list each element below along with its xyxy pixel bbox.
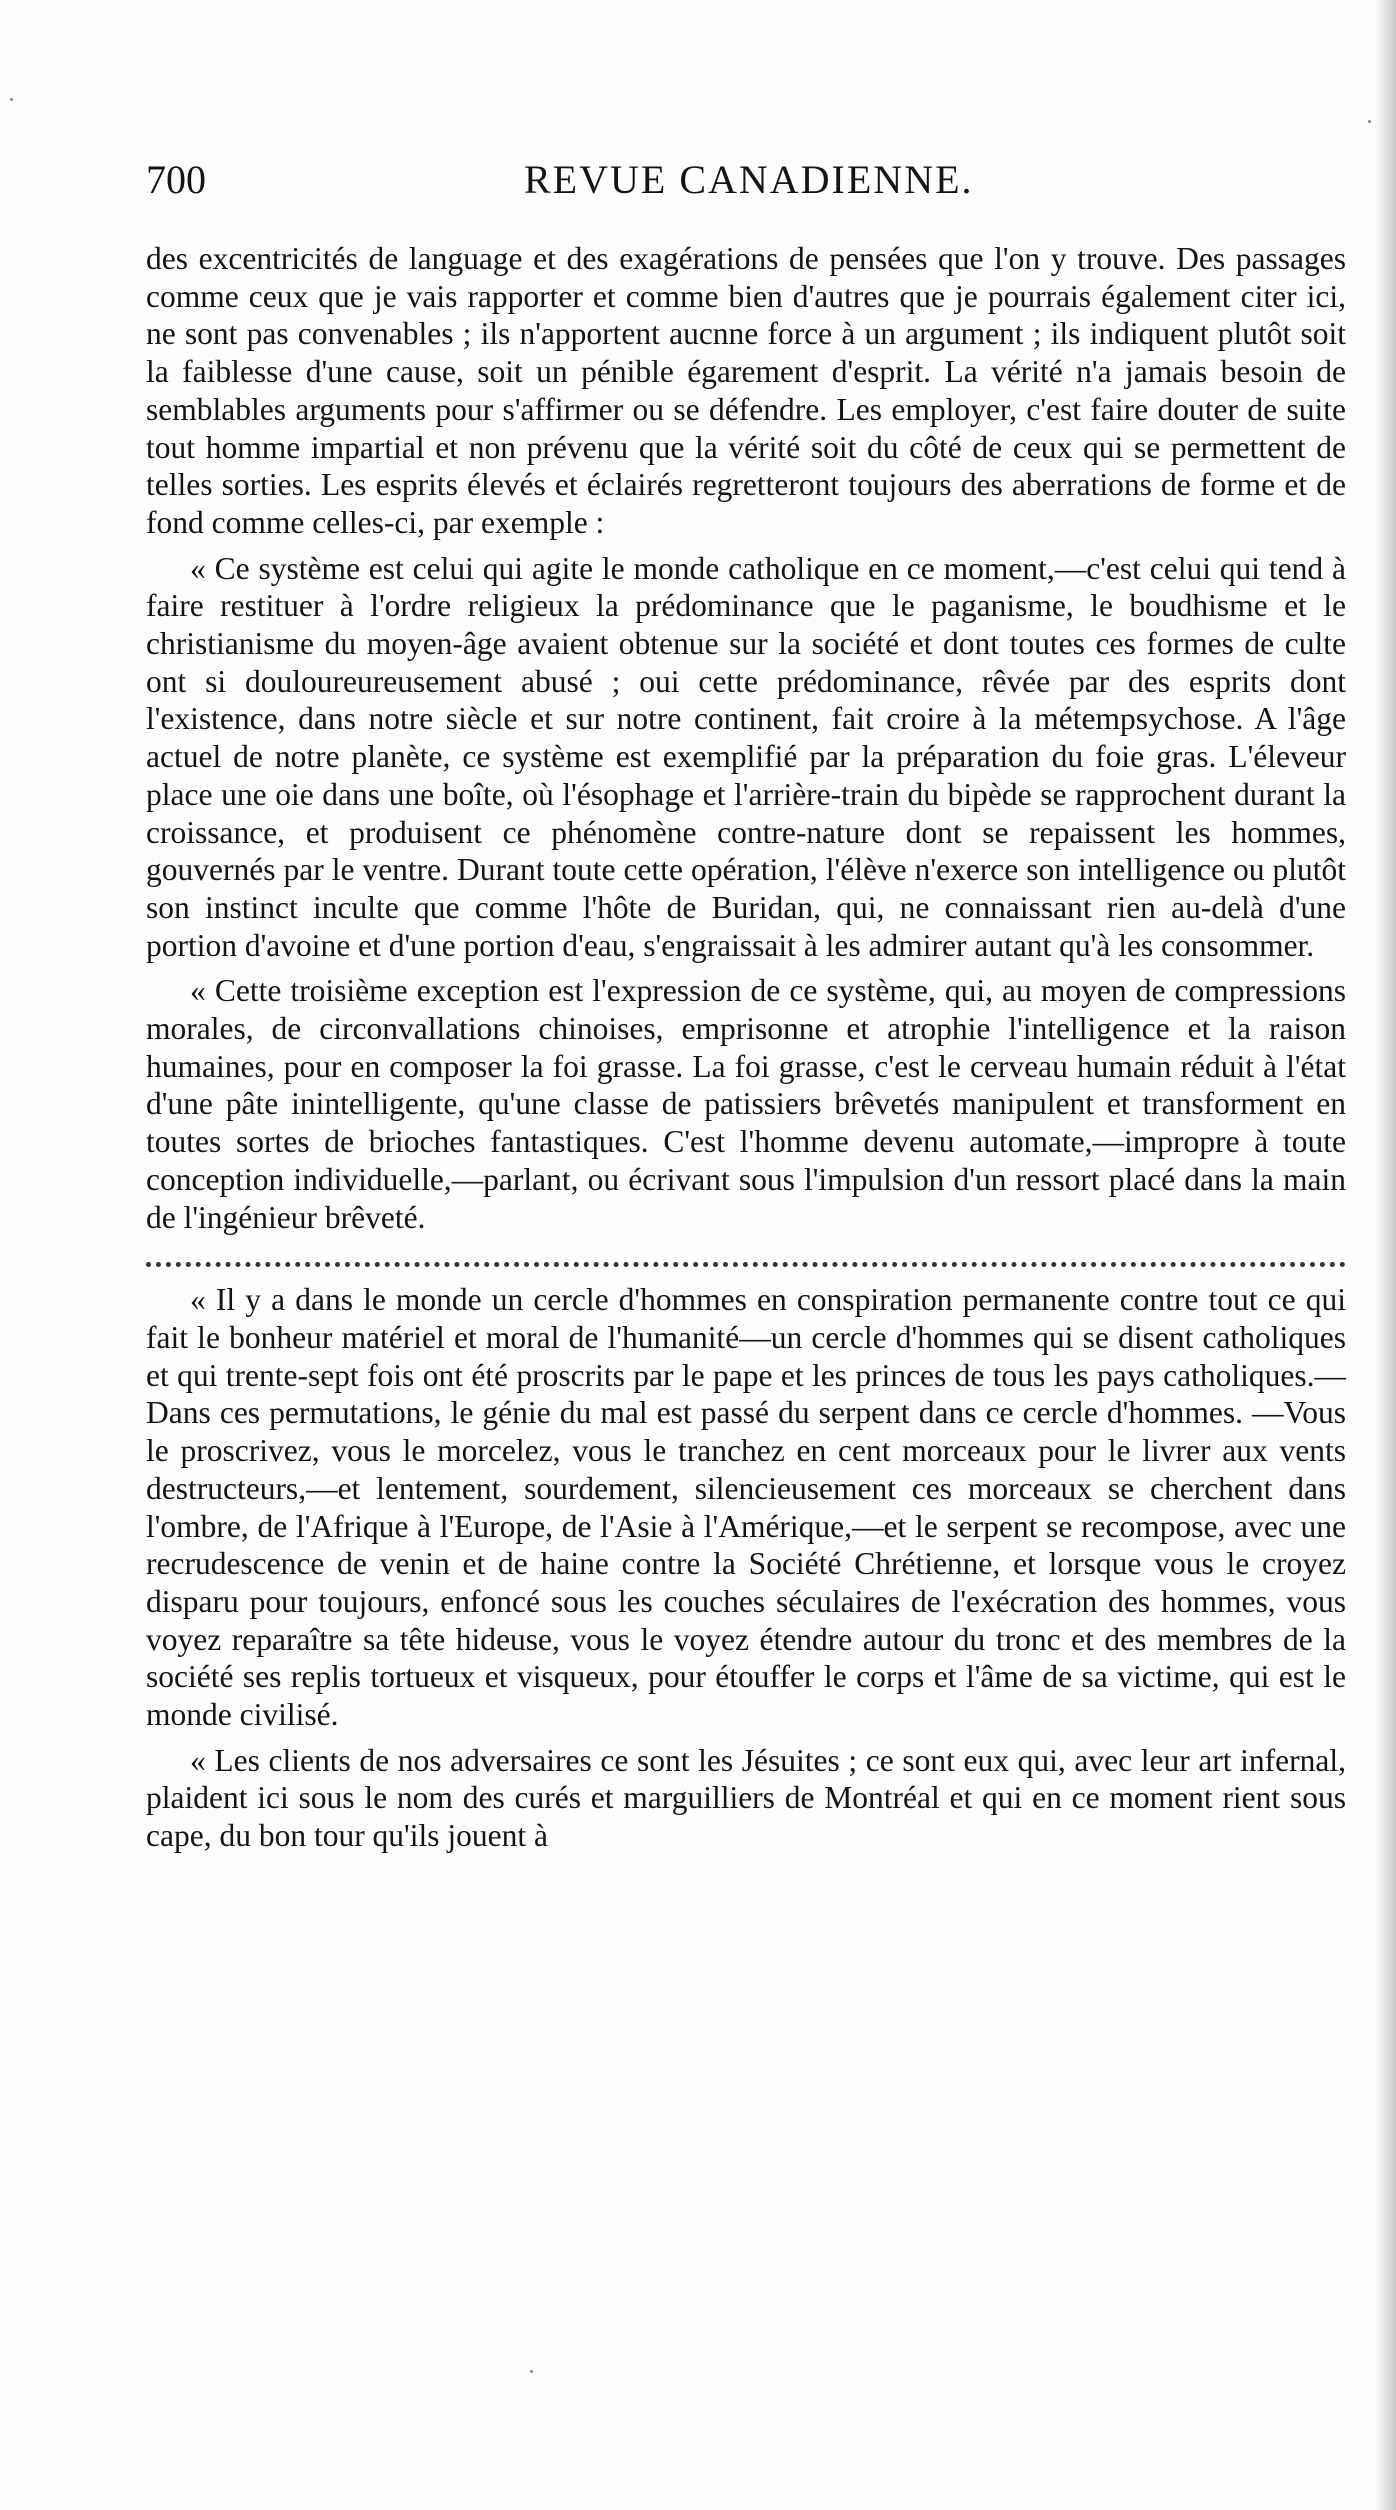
page-number: 700	[146, 157, 206, 202]
quotation-3: « Il y a dans le monde un cercle d'hommes en conspiration permanente contre tout ce qui fait le bonheur matériel et moral de l'humanité—un cercle d'hommes qui se disent catholiques et qui trente-sept fois ont été proscrits par le pape et les princes de tous les pays catholiques.—Dans ces permutations, le génie du mal est passé du serpent dans ce cercle d'hommes. —Vous le proscrivez, vous le morcelez, vous le tranchez en cent morceaux pour le livrer aux vents destructeurs,—et lentement, sourdement, silencieusement ces morceaux se cherchent dans l'ombre, de l'Afrique à l'Europe, de l'Asie à l'Amérique,—et le serpent se recompose, avec une recrudescence de venin et de haine contre la Société Chrétienne, et lorsque vous le croyez disparu pour toujours, enfoncé sous les couches séculaires de l'exécration des hommes, vous voyez reparaître sa tête hideuse, vous le voyez étendre autour du tronc et des membres de la société ses replis tortueux et visqueux, pour étouffer le corps et l'âme de sa victime, qui est le monde civilisé.	[146, 1282, 1346, 1733]
page-edge-shadow	[1374, 0, 1396, 2510]
running-header	[146, 150, 1346, 210]
quotation-4: « Les clients de nos adversaires ce sont les Jésuites ; ce sont eux qui, avec leur art infernal, plaident ici sous le nom des curés et marguilliers de Montréal et qui en ce moment rient sous cape, du bon tour qu'ils jouent à	[146, 1742, 1346, 1854]
paragraph-intro: des excentricités de language et des exagérations de pensées que l'on y trouve. Des passages comme ceux que je vais rapporter et comme bien d'autres que je pourrais également citer ici, ne sont pas convenables ; ils n'apportent aucnne force à un argument ; ils indiquent plutôt soit la faiblesse d'une cause, soit un pénible égarement d'esprit. La vérité n'a jamais besoin de semblables arguments pour s'affirmer ou se défendre. Les employer, c'est faire douter de suite tout homme impartial et non prévenu que la vérité soit du côté de ceux qui se permettent de telles sorties. Les esprits élevés et éclairés regretteront toujours des aberrations de forme et de fond comme celles-ci, par exemple :	[146, 241, 1346, 540]
quotation-1: « Ce système est celui qui agite le monde catholique en ce moment,—c'est celui qui tend à faire restituer à l'ordre religieux la prédominance que le paganisme, le boudhisme et le christianisme du moyen-âge avaient obtenue sur la société et dont toutes ces formes de culte ont si douloureureusement abusé ; oui cette prédominance, rêvée par des esprits dont l'existence, dans notre siècle et sur notre continent, fait croire à la métempsychose. A l'âge actuel de notre planète, ce système est exemplifié par la préparation du foie gras. L'éleveur place une oie dans une boîte, où l'ésophage et l'arrière-train du bipède se rapprochent durant la croissance, et produisent ce phénomène contre-nature dont se repaissent les hommes, gouvernés par le ventre. Durant toute cette opération, l'élève n'exerce son intelligence ou plutôt son instinct inculte que comme l'hôte de Buridan, qui, ne connaissant rien au-delà d'une portion d'avoine et d'une portion d'eau, s'engraissait à les admirer autant qu'à les consommer.	[146, 550, 1346, 963]
quotation-2: « Cette troisième exception est l'expression de ce système, qui, au moyen de compressions morales, de circonvallations chinoises, emprisonne et atrophie l'intelligence et la raison humaines, pour en composer la foi grasse. La foi grasse, c'est le cerveau humain réduit à l'état d'une pâte inintelligente, qu'une classe de patissiers brêvetés manipulent et transforment en toutes sortes de brioches fantastiques. C'est l'homme devenu automate,—impropre à toute conception individuelle,—parlant, ou écrivant sous l'impulsion d'un ressort placé dans la main de l'ingénieur brêveté.	[146, 973, 1346, 1235]
running-title: REVUE CANADIENNE.	[524, 157, 974, 202]
body-text	[146, 240, 1346, 1855]
ellipsis-separator	[146, 1242, 1346, 1267]
